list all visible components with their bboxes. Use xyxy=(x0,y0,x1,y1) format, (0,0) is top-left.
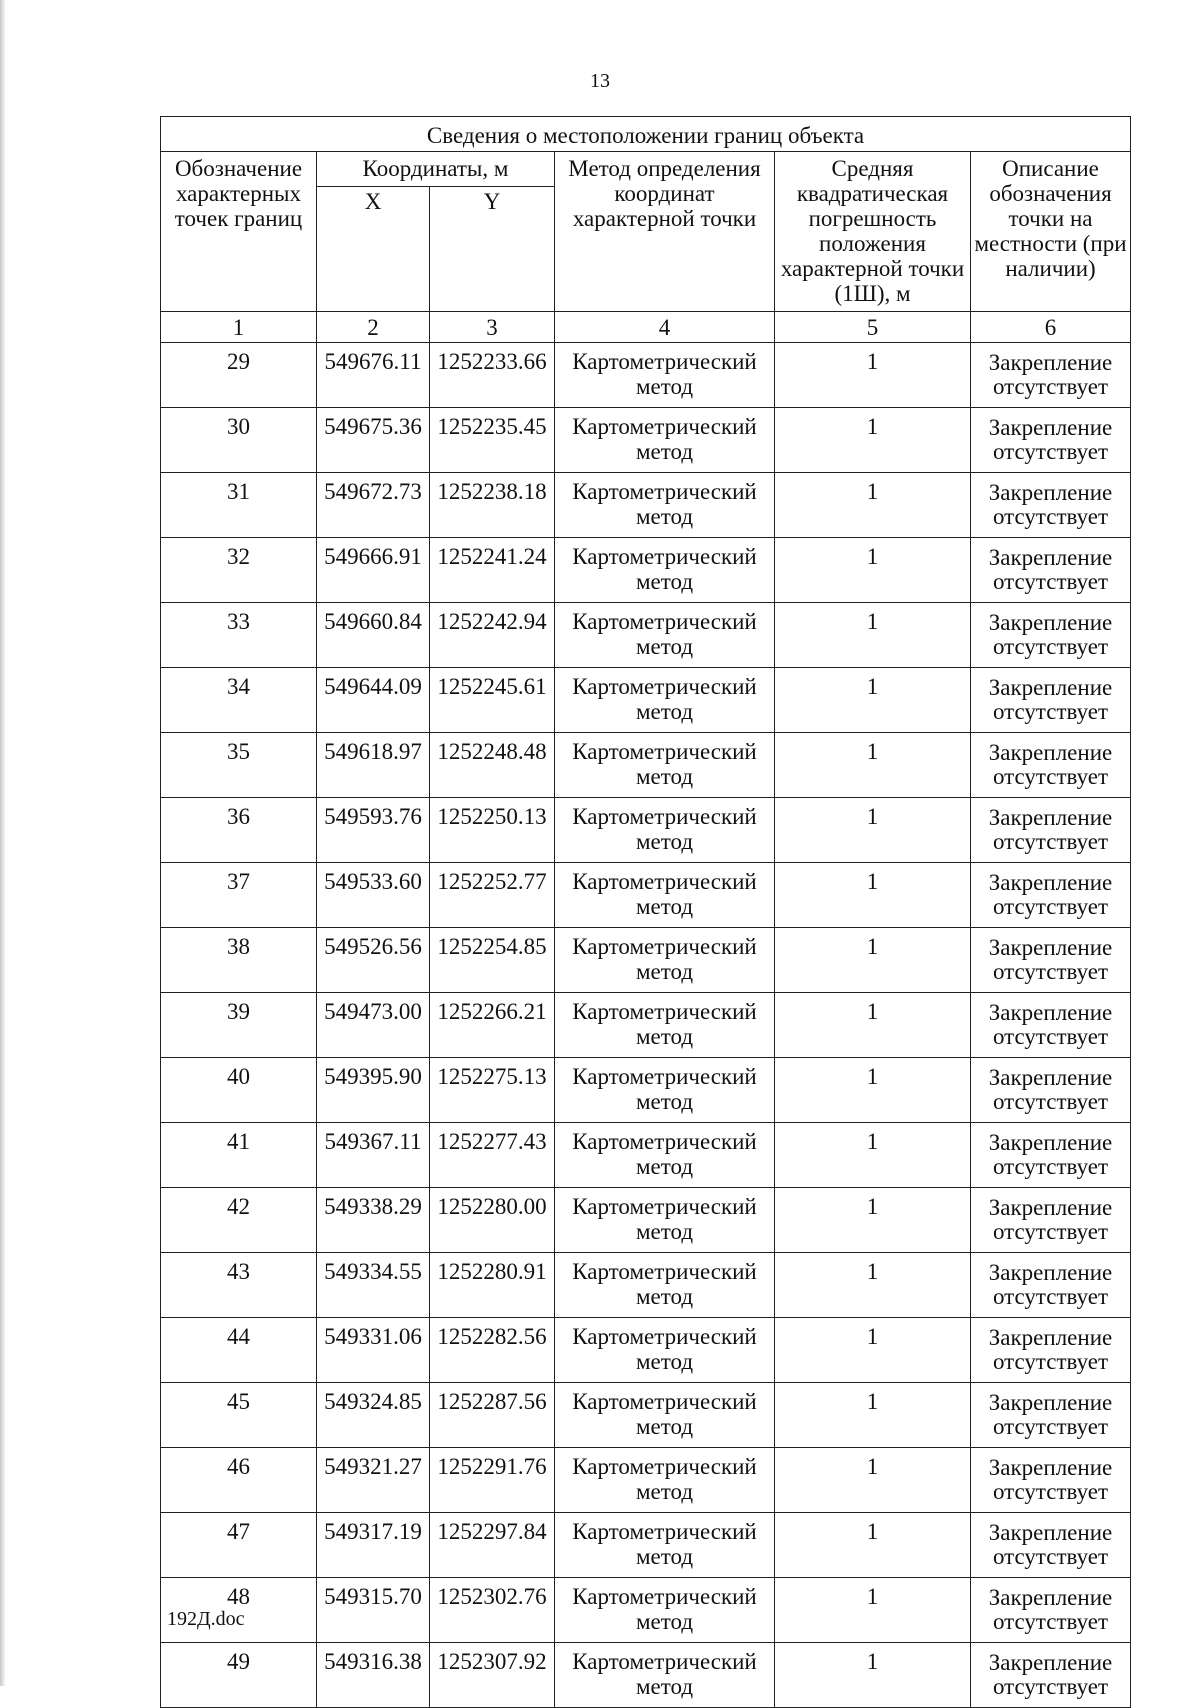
y-coordinate-cell: 1252245.61 xyxy=(430,668,555,733)
table-row xyxy=(161,1123,1131,1188)
x-coordinate-cell: 549618.97 xyxy=(317,733,430,798)
y-coordinate-cell: 1252280.91 xyxy=(430,1253,555,1318)
method-cell: Картометрический метод xyxy=(555,1058,775,1123)
y-coordinate-cell: 1252233.66 xyxy=(430,343,555,408)
table-caption: Сведения о местоположении границ объекта xyxy=(161,117,1131,152)
table-row xyxy=(161,1253,1131,1318)
description-cell: Закрепление отсутствует xyxy=(971,1578,1131,1643)
error-cell: 1 xyxy=(775,603,971,668)
method-cell: Картометрический метод xyxy=(555,1383,775,1448)
point-cell: 41 xyxy=(161,1123,317,1188)
method-cell: Картометрический метод xyxy=(555,668,775,733)
x-coordinate-cell: 549675.36 xyxy=(317,408,430,473)
point-cell: 47 xyxy=(161,1513,317,1578)
y-coordinate-cell: 1252238.18 xyxy=(430,473,555,538)
footer-filename: 192Д.doc xyxy=(167,1608,245,1630)
point-cell: 38 xyxy=(161,928,317,993)
description-cell: Закрепление отсутствует xyxy=(971,798,1131,863)
point-cell: 46 xyxy=(161,1448,317,1513)
description-cell: Закрепление отсутствует xyxy=(971,733,1131,798)
point-cell: 48 xyxy=(161,1578,317,1643)
point-cell: 40 xyxy=(161,1058,317,1123)
error-cell: 1 xyxy=(775,1188,971,1253)
column-number-row xyxy=(161,312,1131,343)
description-cell: Закрепление отсутствует xyxy=(971,1643,1131,1708)
y-coordinate-cell: 1252248.48 xyxy=(430,733,555,798)
point-cell: 31 xyxy=(161,473,317,538)
y-coordinate-cell: 1252307.92 xyxy=(430,1643,555,1708)
point-cell: 35 xyxy=(161,733,317,798)
method-cell: Картометрический метод xyxy=(555,1253,775,1318)
column-number: 6 xyxy=(971,312,1131,343)
page-number: 13 xyxy=(590,70,610,92)
table-row xyxy=(161,1513,1131,1578)
x-coordinate-cell: 549316.38 xyxy=(317,1643,430,1708)
point-cell: 42 xyxy=(161,1188,317,1253)
x-coordinate-cell: 549644.09 xyxy=(317,668,430,733)
method-cell: Картометрический метод xyxy=(555,1643,775,1708)
header-y: Y xyxy=(430,187,555,312)
y-coordinate-cell: 1252275.13 xyxy=(430,1058,555,1123)
y-coordinate-cell: 1252235.45 xyxy=(430,408,555,473)
error-cell: 1 xyxy=(775,1643,971,1708)
description-cell: Закрепление отсутствует xyxy=(971,1318,1131,1383)
description-cell: Закрепление отсутствует xyxy=(971,343,1131,408)
error-cell: 1 xyxy=(775,1253,971,1318)
x-coordinate-cell: 549324.85 xyxy=(317,1383,430,1448)
y-coordinate-cell: 1252241.24 xyxy=(430,538,555,603)
x-coordinate-cell: 549533.60 xyxy=(317,863,430,928)
y-coordinate-cell: 1252282.56 xyxy=(430,1318,555,1383)
description-cell: Закрепление отсутствует xyxy=(971,928,1131,993)
x-coordinate-cell: 549676.11 xyxy=(317,343,430,408)
method-cell: Картометрический метод xyxy=(555,733,775,798)
point-cell: 36 xyxy=(161,798,317,863)
description-cell: Закрепление отсутствует xyxy=(971,668,1131,733)
x-coordinate-cell: 549526.56 xyxy=(317,928,430,993)
table-row xyxy=(161,668,1131,733)
method-cell: Картометрический метод xyxy=(555,603,775,668)
x-coordinate-cell: 549672.73 xyxy=(317,473,430,538)
error-cell: 1 xyxy=(775,668,971,733)
method-cell: Картометрический метод xyxy=(555,1123,775,1188)
table-body xyxy=(161,343,1131,1708)
description-cell: Закрепление отсутствует xyxy=(971,993,1131,1058)
x-coordinate-cell: 549321.27 xyxy=(317,1448,430,1513)
column-number: 2 xyxy=(317,312,430,343)
point-cell: 34 xyxy=(161,668,317,733)
error-cell: 1 xyxy=(775,798,971,863)
method-cell: Картометрический метод xyxy=(555,1188,775,1253)
method-cell: Картометрический метод xyxy=(555,1513,775,1578)
method-cell: Картометрический метод xyxy=(555,798,775,863)
description-cell: Закрепление отсутствует xyxy=(971,1058,1131,1123)
x-coordinate-cell: 549666.91 xyxy=(317,538,430,603)
y-coordinate-cell: 1252252.77 xyxy=(430,863,555,928)
y-coordinate-cell: 1252250.13 xyxy=(430,798,555,863)
point-cell: 32 xyxy=(161,538,317,603)
table-row xyxy=(161,993,1131,1058)
error-cell: 1 xyxy=(775,1383,971,1448)
table-row xyxy=(161,928,1131,993)
method-cell: Картометрический метод xyxy=(555,863,775,928)
method-cell: Картометрический метод xyxy=(555,1578,775,1643)
method-cell: Картометрический метод xyxy=(555,1318,775,1383)
table-row xyxy=(161,473,1131,538)
header-designation: Обозначение характерных точек границ xyxy=(161,152,317,312)
y-coordinate-cell: 1252302.76 xyxy=(430,1578,555,1643)
x-coordinate-cell: 549338.29 xyxy=(317,1188,430,1253)
point-cell: 45 xyxy=(161,1383,317,1448)
header-x: X xyxy=(317,187,430,312)
error-cell: 1 xyxy=(775,1448,971,1513)
column-number: 3 xyxy=(430,312,555,343)
error-cell: 1 xyxy=(775,343,971,408)
table-row xyxy=(161,1318,1131,1383)
error-cell: 1 xyxy=(775,1123,971,1188)
description-cell: Закрепление отсутствует xyxy=(971,473,1131,538)
header-method: Метод определения координат характерной точки xyxy=(555,152,775,312)
table-row xyxy=(161,798,1131,863)
table-row xyxy=(161,343,1131,408)
x-coordinate-cell: 549331.06 xyxy=(317,1318,430,1383)
point-cell: 43 xyxy=(161,1253,317,1318)
error-cell: 1 xyxy=(775,1513,971,1578)
error-cell: 1 xyxy=(775,733,971,798)
x-coordinate-cell: 549334.55 xyxy=(317,1253,430,1318)
table-row xyxy=(161,1188,1131,1253)
table-row xyxy=(161,408,1131,473)
y-coordinate-cell: 1252297.84 xyxy=(430,1513,555,1578)
description-cell: Закрепление отсутствует xyxy=(971,1188,1131,1253)
point-cell: 49 xyxy=(161,1643,317,1708)
method-cell: Картометрический метод xyxy=(555,538,775,603)
point-cell: 44 xyxy=(161,1318,317,1383)
error-cell: 1 xyxy=(775,538,971,603)
header-coordinates: Координаты, м xyxy=(317,152,555,187)
y-coordinate-cell: 1252266.21 xyxy=(430,993,555,1058)
method-cell: Картометрический метод xyxy=(555,1448,775,1513)
error-cell: 1 xyxy=(775,863,971,928)
description-cell: Закрепление отсутствует xyxy=(971,1253,1131,1318)
error-cell: 1 xyxy=(775,1318,971,1383)
table-row xyxy=(161,733,1131,798)
method-cell: Картометрический метод xyxy=(555,343,775,408)
error-cell: 1 xyxy=(775,408,971,473)
y-coordinate-cell: 1252280.00 xyxy=(430,1188,555,1253)
method-cell: Картометрический метод xyxy=(555,928,775,993)
method-cell: Картометрический метод xyxy=(555,408,775,473)
description-cell: Закрепление отсутствует xyxy=(971,538,1131,603)
y-coordinate-cell: 1252254.85 xyxy=(430,928,555,993)
x-coordinate-cell: 549473.00 xyxy=(317,993,430,1058)
x-coordinate-cell: 549593.76 xyxy=(317,798,430,863)
scan-edge-shadow xyxy=(0,0,6,1686)
description-cell: Закрепление отсутствует xyxy=(971,1448,1131,1513)
description-cell: Закрепление отсутствует xyxy=(971,1123,1131,1188)
y-coordinate-cell: 1252287.56 xyxy=(430,1383,555,1448)
x-coordinate-cell: 549315.70 xyxy=(317,1578,430,1643)
point-cell: 33 xyxy=(161,603,317,668)
y-coordinate-cell: 1252242.94 xyxy=(430,603,555,668)
description-cell: Закрепление отсутствует xyxy=(971,408,1131,473)
table-row xyxy=(161,1448,1131,1513)
table-row xyxy=(161,1643,1131,1708)
table-row xyxy=(161,1058,1131,1123)
header-description: Описание обозначения точки на местности (при наличии) xyxy=(971,152,1131,312)
error-cell: 1 xyxy=(775,1058,971,1123)
x-coordinate-cell: 549660.84 xyxy=(317,603,430,668)
method-cell: Картометрический метод xyxy=(555,473,775,538)
y-coordinate-cell: 1252291.76 xyxy=(430,1448,555,1513)
column-number: 4 xyxy=(555,312,775,343)
table-row xyxy=(161,538,1131,603)
column-number: 5 xyxy=(775,312,971,343)
description-cell: Закрепление отсутствует xyxy=(971,863,1131,928)
description-cell: Закрепление отсутствует xyxy=(971,1383,1131,1448)
header-error: Средняя квадратическая погрешность положения характерной точки (1Ш), м xyxy=(775,152,971,312)
table-row xyxy=(161,1578,1131,1643)
point-cell: 29 xyxy=(161,343,317,408)
error-cell: 1 xyxy=(775,928,971,993)
y-coordinate-cell: 1252277.43 xyxy=(430,1123,555,1188)
error-cell: 1 xyxy=(775,473,971,538)
description-cell: Закрепление отсутствует xyxy=(971,1513,1131,1578)
error-cell: 1 xyxy=(775,1578,971,1643)
table-row xyxy=(161,863,1131,928)
x-coordinate-cell: 549395.90 xyxy=(317,1058,430,1123)
column-number: 1 xyxy=(161,312,317,343)
point-cell: 37 xyxy=(161,863,317,928)
x-coordinate-cell: 549317.19 xyxy=(317,1513,430,1578)
error-cell: 1 xyxy=(775,993,971,1058)
method-cell: Картометрический метод xyxy=(555,993,775,1058)
point-cell: 30 xyxy=(161,408,317,473)
point-cell: 39 xyxy=(161,993,317,1058)
table-row xyxy=(161,1383,1131,1448)
description-cell: Закрепление отсутствует xyxy=(971,603,1131,668)
table-row xyxy=(161,603,1131,668)
x-coordinate-cell: 549367.11 xyxy=(317,1123,430,1188)
boundary-coordinates-table xyxy=(160,116,1131,1708)
